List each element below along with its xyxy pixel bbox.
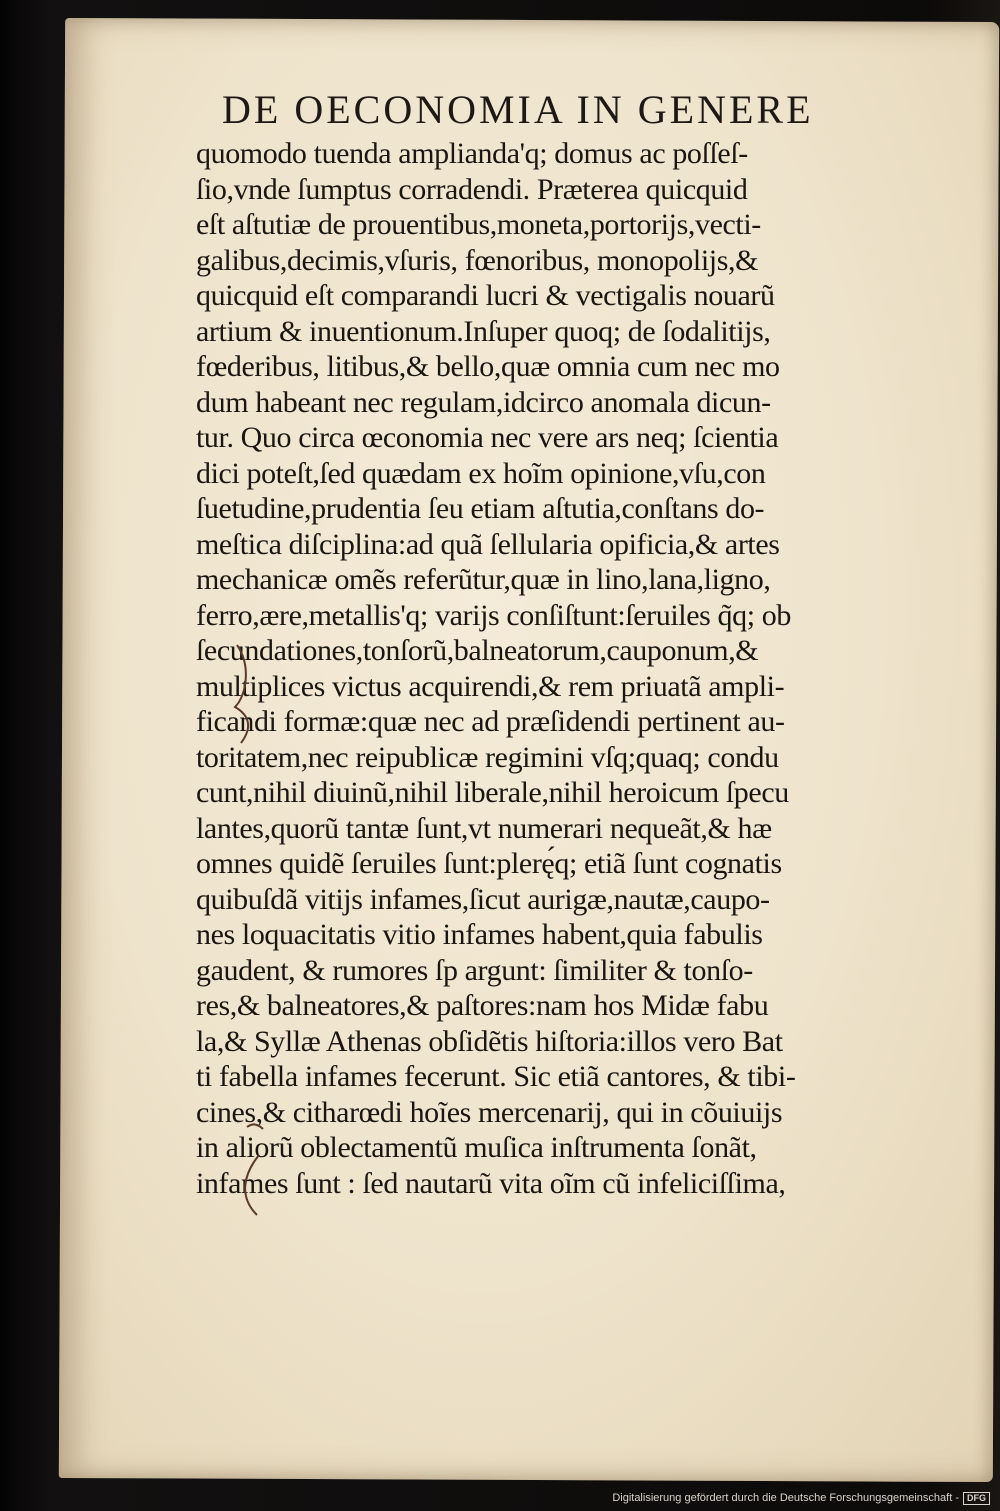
text-line: nes loquacitatis vitio infames habent,quia fabulis	[196, 918, 763, 951]
text-line: galibus,decimis,vſuris, fœnoribus, monopolijs,&	[196, 243, 759, 277]
text-line: dum habeant nec regulam,idcirco anomala dicun-	[196, 385, 771, 419]
text-line: ſecundationes,tonſorũ,balneatorum,cauponum,&	[196, 634, 759, 667]
footer-credit: Digitalisierung gefördert durch die Deutsche Forschungsgemeinschaft -	[612, 1492, 959, 1504]
text-line: ſio,vnde ſumptus corradendi. Præterea quicquid	[196, 172, 748, 206]
text-line: quicquid eſt comparandi lucri & vectigalis nouarũ	[196, 279, 775, 312]
marginal-annotations	[225, 635, 265, 1225]
running-head: DE OECONOMIA IN GENERE	[222, 87, 814, 132]
text-line: toritatem,nec reipublicæ regimini vſq;quaq; condu	[196, 740, 779, 774]
bracket-mark-lower	[245, 1155, 259, 1215]
text-line: gaudent, & rumores ſp argunt: ſimiliter & tonſo-	[196, 953, 753, 987]
text-line: dici poteſt,ſed quædam ex hoĩm opinione,vſu,con	[196, 456, 766, 490]
text-line: lantes,quorũ tantæ ſunt,vt numerari nequeãt,& hæ	[196, 811, 772, 845]
text-line: tur. Quo circa œconomia nec vere ars neq; ſcientia	[196, 421, 779, 454]
text-line: ſuetudine,prudentia ſeu etiam aſtutia,conſtans do-	[196, 492, 765, 525]
text-line: ti fabella infames fecerunt. Sic etiã cantores, & tibi-	[196, 1060, 796, 1093]
text-line: ferro,ære,metallis'q; varijs conſiſtunt:ſeruiles q̃q; ob	[196, 598, 791, 632]
text-line: quibuſdã vitijs infames,ſicut aurigæ,nautæ,caupo-	[196, 882, 770, 916]
text-line: in aliorũ oblectamentũ muſica inſtrumenta ſonãt,	[196, 1131, 757, 1164]
bracket-mark-upper	[235, 645, 248, 743]
text-line: meſtica diſciplina:ad quã ſellularia opificia,& artes	[196, 527, 780, 561]
text-line: cunt,nihil diuinũ,nihil liberale,nihil heroicum ſpecu	[196, 776, 789, 809]
text-line: eſt aſtutiæ de prouentibus,moneta,portorijs,vecti-	[196, 208, 761, 241]
text-line: res,& balneatores,& paſtores:nam hos Midæ fabu	[196, 989, 769, 1022]
dfg-logo: DFG	[963, 1492, 990, 1505]
text-line: multiplices victus acquirendi,& rem priuatã ampli-	[196, 669, 785, 703]
text-line: infames ſunt : ſed nautarũ vita oĩm cũ infeliciſſima,	[196, 1166, 786, 1200]
text-line: la,& Syllæ Athenas obſidẽtis hiſtoria:illos vero Bat	[196, 1024, 783, 1058]
text-block	[196, 136, 956, 1201]
text-line: ficandi formæ:quæ nec ad præſidendi pertinent au-	[196, 705, 785, 738]
tick-mark-lower	[247, 1124, 263, 1129]
digitization-footer	[610, 1492, 990, 1505]
text-line: mechanicæ omẽs referũtur,quæ in lino,lana,ligno,	[196, 563, 771, 596]
text-line: omnes quidẽ ſeruiles ſunt:plerę́q; etiã ſunt cognatis	[196, 847, 782, 880]
text-line: fœderibus, litibus,& bello,quæ omnia cum nec mo	[196, 350, 780, 383]
text-line: artium & inuentionum.Inſuper quoq; de ſodalitijs,	[196, 314, 771, 348]
text-line: quomodo tuenda amplianda'q; domus ac poſſeſ-	[196, 137, 748, 170]
text-line: cines,& citharœdi hoĩes mercenarij, qui in cõuiuijs	[196, 1095, 783, 1129]
